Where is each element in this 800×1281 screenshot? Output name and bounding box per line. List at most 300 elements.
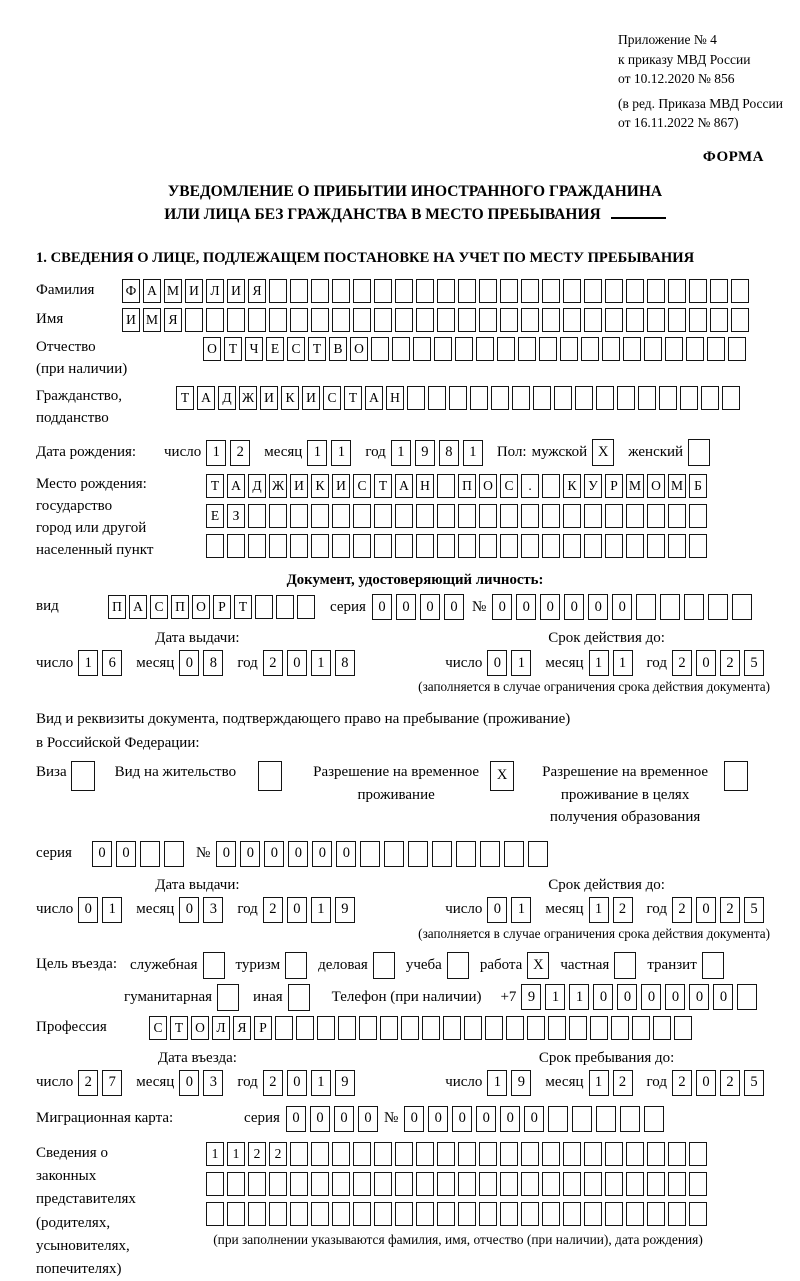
char-box: 0 [334, 1106, 354, 1132]
char-box: 1 [589, 897, 609, 923]
char-box [596, 386, 614, 410]
char-box [506, 1016, 524, 1040]
form-title-line-1: УВЕДОМЛЕНИЕ О ПРИБЫТИИ ИНОСТРАННОГО ГРАЖДАНИНА [167, 182, 663, 200]
char-box: Е [266, 337, 284, 361]
stay-year-boxes [672, 1070, 768, 1096]
char-box [668, 1142, 686, 1166]
char-box: 0 [696, 897, 716, 923]
char-box [276, 595, 294, 619]
char-box [479, 1202, 497, 1226]
char-box [140, 841, 160, 867]
char-box: 2 [269, 1142, 287, 1166]
char-box [458, 1202, 476, 1226]
char-box [527, 1016, 545, 1040]
char-box [596, 1106, 616, 1132]
char-box [269, 1172, 287, 1196]
char-box [479, 534, 497, 558]
char-box: 0 [696, 1070, 716, 1096]
char-box [395, 504, 413, 528]
char-box [416, 308, 434, 332]
char-box [647, 534, 665, 558]
entry-date-group [36, 1050, 359, 1096]
char-box [569, 1016, 587, 1040]
char-box [554, 386, 572, 410]
char-box: П [108, 595, 126, 619]
char-box [689, 1202, 707, 1226]
char-box: 1 [311, 650, 331, 676]
char-box [500, 534, 518, 558]
char-box: 0 [428, 1106, 448, 1132]
char-box [338, 1016, 356, 1040]
char-box [632, 1016, 650, 1040]
phone-label: Телефон (при наличии) [331, 988, 482, 1005]
char-box [290, 504, 308, 528]
identity-doc-issue-group [36, 630, 359, 676]
char-box [636, 594, 656, 620]
char-box [572, 1106, 592, 1132]
char-box [542, 474, 560, 498]
char-box: 0 [179, 1070, 199, 1096]
char-box [660, 594, 680, 620]
char-box [521, 1142, 539, 1166]
char-box [731, 308, 749, 332]
birth-place-boxes [206, 474, 710, 564]
char-box: У [584, 474, 602, 498]
char-box [563, 1142, 581, 1166]
residence-issue-day-boxes [78, 897, 126, 923]
month-label: месяц [136, 654, 175, 671]
day-label: число [445, 901, 483, 918]
citizenship-label [36, 386, 176, 430]
char-box [708, 594, 728, 620]
char-box [353, 279, 371, 303]
char-box: 1 [545, 984, 565, 1010]
char-box [647, 1142, 665, 1166]
visit-purpose-row [36, 952, 794, 979]
char-box [584, 534, 602, 558]
residence-number-boxes [216, 841, 552, 867]
char-box: 9 [335, 1070, 355, 1096]
char-box [392, 337, 410, 361]
char-box: 0 [287, 897, 307, 923]
char-box [476, 337, 494, 361]
char-box [647, 1172, 665, 1196]
char-box [470, 386, 488, 410]
sex-male-checkbox: X [592, 439, 614, 466]
surname-boxes [122, 279, 752, 303]
char-box: 0 [612, 594, 632, 620]
char-box [248, 308, 266, 332]
char-box: Т [344, 386, 362, 410]
char-box [395, 1172, 413, 1196]
residence-doc-note: (заполняется в случае ограничения срока действия документа) [418, 925, 770, 941]
purpose-study-checkbox [447, 952, 469, 979]
entry-date-title: Дата въезда: [157, 1049, 237, 1066]
char-box: 1 [613, 650, 633, 676]
char-box [311, 308, 329, 332]
char-box [395, 1202, 413, 1226]
char-box: 0 [588, 594, 608, 620]
purpose-work-label: работа [479, 956, 523, 973]
visit-purpose-row-2 [124, 984, 794, 1011]
char-box [311, 1202, 329, 1226]
char-box [623, 337, 641, 361]
char-box [668, 1172, 686, 1196]
appendix-line-1: Приложение № 4 [618, 32, 717, 47]
char-box [332, 1172, 350, 1196]
char-box [432, 841, 452, 867]
identity-doc-dates [36, 630, 794, 676]
day-label: число [36, 1074, 74, 1091]
char-box: Ф [122, 279, 140, 303]
char-box: 0 [287, 650, 307, 676]
char-box [227, 308, 245, 332]
char-box: 0 [287, 1070, 307, 1096]
char-box [689, 504, 707, 528]
char-box: К [311, 474, 329, 498]
char-box: 2 [248, 1142, 266, 1166]
char-box [668, 1202, 686, 1226]
residence-doc-series-row [36, 841, 794, 867]
char-box: 1 [463, 440, 483, 466]
char-box [620, 1106, 640, 1132]
profession-label: Профессия [36, 1018, 107, 1035]
char-box [539, 337, 557, 361]
char-box: 2 [720, 897, 740, 923]
purpose-private-label: частная [560, 956, 610, 973]
char-box: И [227, 279, 245, 303]
month-label: месяц [136, 901, 175, 918]
char-box [686, 337, 704, 361]
migration-number-label: № [383, 1110, 399, 1127]
char-box: Д [248, 474, 266, 498]
profession-boxes [149, 1016, 695, 1040]
char-box [542, 1172, 560, 1196]
char-box: 0 [264, 841, 284, 867]
purpose-transit-label: транзит [647, 956, 697, 973]
char-box [659, 386, 677, 410]
char-box: 1 [311, 897, 331, 923]
legal-reps-note: (при заполнении указываются фамилия, имя, отчество (при наличии), дата рождения) [213, 1231, 703, 1247]
purpose-private-checkbox [614, 952, 636, 979]
citizenship-label-line-2: подданство [36, 409, 109, 426]
char-box [332, 1202, 350, 1226]
char-box: 0 [516, 594, 536, 620]
char-box: 7 [102, 1070, 122, 1096]
char-box: О [191, 1016, 209, 1040]
char-box [434, 337, 452, 361]
identity-expiry-month-boxes [589, 650, 637, 676]
char-box: О [479, 474, 497, 498]
residence-doc-intro-line-2: в Российской Федерации: [36, 735, 200, 752]
section1-title: 1. СВЕДЕНИЯ О ЛИЦЕ, ПОДЛЕЖАЩЕМ ПОСТАНОВКЕ НА УЧЕТ ПО МЕСТУ ПРЕБЫВАНИЯ [36, 250, 695, 267]
char-box: 0 [396, 594, 416, 620]
char-box: Ч [245, 337, 263, 361]
identity-doc-expiry-title: Срок действия до: [548, 630, 665, 647]
month-label: месяц [545, 901, 584, 918]
char-box: 1 [589, 1070, 609, 1096]
char-box [248, 504, 266, 528]
char-box [374, 534, 392, 558]
char-box [464, 1016, 482, 1040]
char-box [680, 386, 698, 410]
purpose-official-label: служебная [130, 956, 198, 973]
surname-row [36, 279, 794, 303]
year-label: год [646, 901, 667, 918]
char-box: 8 [203, 650, 223, 676]
char-box: И [260, 386, 278, 410]
char-box: 2 [613, 897, 633, 923]
char-box: М [626, 474, 644, 498]
char-box [437, 1142, 455, 1166]
char-box [500, 308, 518, 332]
char-box [374, 1142, 392, 1166]
char-box: И [122, 308, 140, 332]
residence-doc-issue-title: Дата выдачи: [155, 876, 240, 893]
birth-place-row-2 [206, 504, 710, 528]
birth-place-block [36, 474, 794, 564]
sex-label: Пол: [496, 444, 527, 461]
char-box [437, 308, 455, 332]
char-box [458, 534, 476, 558]
stay-day-boxes [487, 1070, 535, 1096]
char-box: Ж [269, 474, 287, 498]
char-box [248, 1172, 266, 1196]
migration-card-label: Миграционная карта: [36, 1109, 174, 1126]
birth-date-label: Дата рождения: [36, 443, 137, 460]
identity-expiry-day-boxes [487, 650, 535, 676]
char-box [533, 386, 551, 410]
char-box: 0 [593, 984, 613, 1010]
birth-day-label: число [164, 444, 202, 461]
char-box: 0 [476, 1106, 496, 1132]
entry-dates [36, 1050, 794, 1096]
char-box [689, 308, 707, 332]
sex-female-label: женский [628, 444, 684, 461]
char-box [275, 1016, 293, 1040]
year-label: год [237, 1074, 258, 1091]
char-box [290, 308, 308, 332]
birth-month-label: месяц [264, 444, 303, 461]
char-box: 9 [521, 984, 541, 1010]
char-box: 0 [500, 1106, 520, 1132]
char-box: Б [689, 474, 707, 498]
char-box [458, 1142, 476, 1166]
char-box [437, 504, 455, 528]
legal-reps-label-line-2: законных [36, 1168, 97, 1185]
migration-number-boxes [404, 1106, 668, 1132]
char-box: О [192, 595, 210, 619]
purpose-other-label: иная [253, 988, 283, 1005]
stay-month-boxes [589, 1070, 637, 1096]
char-box [269, 504, 287, 528]
char-box [401, 1016, 419, 1040]
char-box: О [647, 474, 665, 498]
char-box: И [302, 386, 320, 410]
residence-issue-year-boxes [263, 897, 359, 923]
identity-doc-issue-title: Дата выдачи: [155, 630, 240, 647]
char-box [480, 841, 500, 867]
char-box [500, 1172, 518, 1196]
char-box: А [227, 474, 245, 498]
migration-series-boxes [286, 1106, 382, 1132]
char-box [521, 1172, 539, 1196]
char-box: 0 [179, 650, 199, 676]
entry-year-boxes [263, 1070, 359, 1096]
char-box [617, 386, 635, 410]
identity-doc-row [36, 594, 794, 620]
char-box: П [171, 595, 189, 619]
char-box: 0 [564, 594, 584, 620]
char-box: 1 [206, 440, 226, 466]
phone-prefix: +7 [500, 988, 517, 1005]
char-box [359, 1016, 377, 1040]
char-box [455, 337, 473, 361]
char-box [653, 1016, 671, 1040]
char-box [437, 279, 455, 303]
char-box: 1 [307, 440, 327, 466]
name-boxes [122, 308, 752, 332]
char-box: 0 [420, 594, 440, 620]
option-residence-permit [115, 761, 282, 791]
char-box [360, 841, 380, 867]
char-box: Р [213, 595, 231, 619]
char-box [707, 337, 725, 361]
char-box [311, 534, 329, 558]
temp-residence-checkbox: X [490, 761, 514, 791]
char-box [437, 1172, 455, 1196]
char-box: П [458, 474, 476, 498]
residence-doc-issue-group [36, 877, 359, 923]
char-box: С [500, 474, 518, 498]
char-box [684, 594, 704, 620]
residence-expiry-year-boxes [672, 897, 768, 923]
form-title-line-2-text: ИЛИ ЛИЦА БЕЗ ГРАЖДАНСТВА В МЕСТО ПРЕБЫВАНИЯ [164, 206, 601, 224]
char-box: А [143, 279, 161, 303]
char-box [500, 1142, 518, 1166]
char-box: 0 [310, 1106, 330, 1132]
residence-expiry-day-boxes [487, 897, 535, 923]
char-box [269, 279, 287, 303]
char-box [647, 308, 665, 332]
name-label: Имя [36, 311, 64, 328]
char-box: С [323, 386, 341, 410]
birth-place-row-1 [206, 474, 710, 498]
char-box: 2 [263, 897, 283, 923]
char-box: Я [233, 1016, 251, 1040]
char-box [479, 1142, 497, 1166]
char-box [269, 308, 287, 332]
char-box: Т [308, 337, 326, 361]
char-box [521, 534, 539, 558]
char-box: 0 [288, 841, 308, 867]
char-box [416, 534, 434, 558]
revision-line-2: от 16.11.2022 № 867) [618, 115, 739, 131]
char-box [584, 279, 602, 303]
char-box [689, 1172, 707, 1196]
char-box [611, 1016, 629, 1040]
char-box [311, 1142, 329, 1166]
revision-line-1: (в ред. Приказа МВД России [618, 95, 783, 111]
appendix-line-3: от 10.12.2020 № 856 [618, 71, 735, 87]
temp-residence-education-checkbox [724, 761, 748, 791]
char-box: 2 [78, 1070, 98, 1096]
char-box [353, 1172, 371, 1196]
char-box [353, 534, 371, 558]
char-box [422, 1016, 440, 1040]
day-label: число [445, 654, 483, 671]
char-box [479, 308, 497, 332]
char-box [290, 1202, 308, 1226]
char-box: 2 [230, 440, 250, 466]
char-box: 2 [720, 650, 740, 676]
name-row [36, 308, 794, 332]
char-box [689, 1142, 707, 1166]
char-box [416, 1202, 434, 1226]
char-box: 1 [206, 1142, 224, 1166]
char-box [605, 1142, 623, 1166]
char-box [428, 386, 446, 410]
temp-residence-label: Разрешение на временное проживание [313, 764, 480, 803]
char-box: 0 [641, 984, 661, 1010]
legal-reps-label-line-1: Сведения о [36, 1144, 108, 1161]
char-box [644, 1106, 664, 1132]
month-label: месяц [545, 654, 584, 671]
char-box: 1 [589, 650, 609, 676]
legal-reps-row-3 [206, 1202, 710, 1226]
citizenship-boxes [176, 386, 743, 410]
residence-series-boxes [92, 841, 188, 867]
legal-reps-row-2 [206, 1172, 710, 1196]
char-box: В [329, 337, 347, 361]
char-box [408, 841, 428, 867]
char-box [512, 386, 530, 410]
birth-place-row-3 [206, 534, 710, 558]
char-box [353, 308, 371, 332]
char-box: 0 [240, 841, 260, 867]
char-box: 3 [203, 897, 223, 923]
char-box: 1 [227, 1142, 245, 1166]
residence-options-row [36, 761, 794, 829]
char-box [374, 504, 392, 528]
char-box: 1 [78, 650, 98, 676]
char-box [644, 337, 662, 361]
sex-male-label: мужской [531, 444, 588, 461]
char-box [626, 1142, 644, 1166]
char-box [395, 534, 413, 558]
char-box: Т [170, 1016, 188, 1040]
birth-month-boxes [307, 440, 355, 466]
char-box: 9 [335, 897, 355, 923]
char-box [227, 1172, 245, 1196]
char-box [737, 984, 757, 1010]
char-box: И [332, 474, 350, 498]
char-box: Т [234, 595, 252, 619]
char-box: Д [218, 386, 236, 410]
char-box [290, 1172, 308, 1196]
char-box: А [395, 474, 413, 498]
purpose-humanitarian-checkbox [217, 984, 239, 1011]
char-box [563, 1172, 581, 1196]
char-box: 2 [720, 1070, 740, 1096]
patronymic-label [36, 337, 203, 381]
char-box: 2 [263, 650, 283, 676]
char-box: 0 [116, 841, 136, 867]
char-box [332, 308, 350, 332]
char-box [332, 1142, 350, 1166]
char-box: О [203, 337, 221, 361]
char-box [542, 504, 560, 528]
